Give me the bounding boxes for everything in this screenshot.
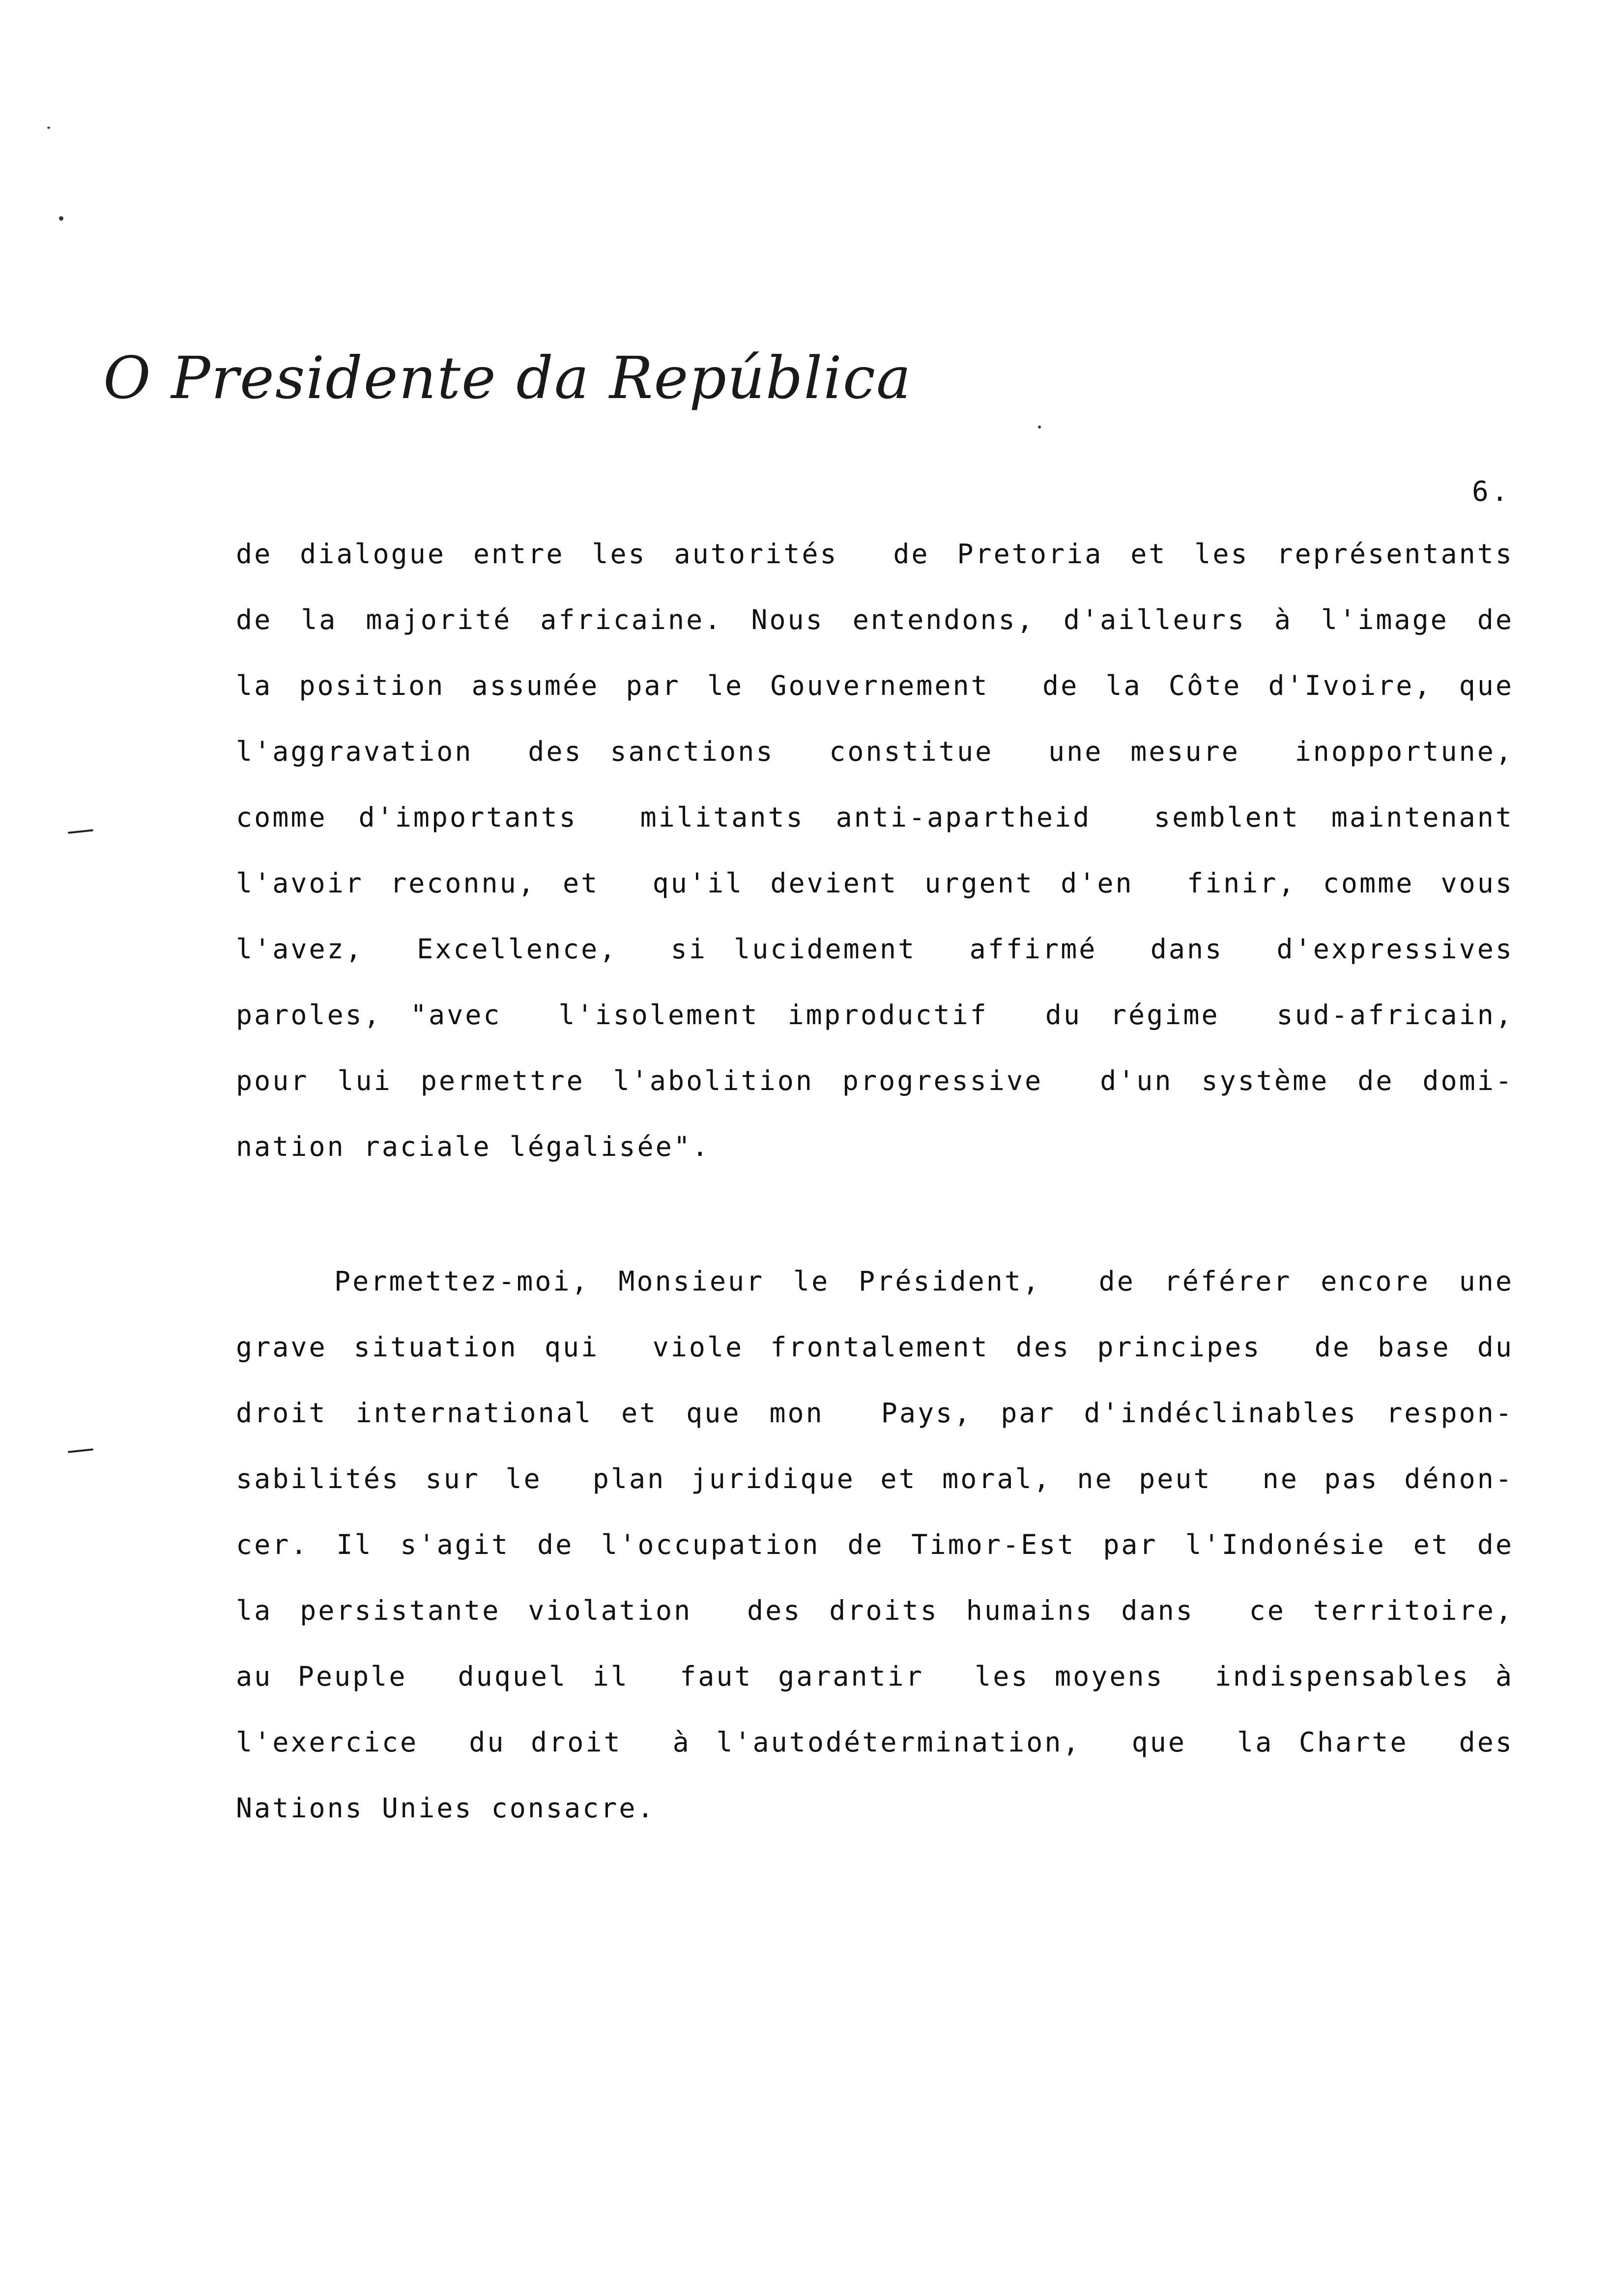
page-number: 6. — [1472, 476, 1511, 508]
scan-speck — [47, 127, 50, 129]
text-line: pour lui permettre l'abolition progressive d'un système de domi- — [236, 1065, 1514, 1096]
text-line: Permettez-moi, Monsieur le Président, de référer encore une — [334, 1265, 1514, 1297]
text-line: droit international et que mon Pays, par d'indéclinables respon- — [236, 1397, 1514, 1429]
text-line: comme d'importants militants anti-apartheid semblent maintenant — [236, 802, 1514, 833]
text-line: nation raciale légalisée". — [236, 1131, 710, 1162]
paragraph-2 — [236, 1248, 1514, 1841]
letterhead: O Presidente da República — [103, 344, 912, 412]
margin-mark — [68, 829, 93, 833]
text-line: l'aggravation des sanctions constitue une mesure inopportune, — [236, 736, 1514, 767]
text-line: grave situation qui viole frontalement des principes de base du — [236, 1331, 1514, 1363]
text-line: l'exercice du droit à l'autodétermination, que la Charte des — [236, 1726, 1514, 1758]
scan-speck — [59, 216, 63, 221]
text-line: la persistante violation des droits humains dans ce territoire, — [236, 1595, 1514, 1626]
text-line: au Peuple duquel il faut garantir les moyens indispensables à — [236, 1661, 1514, 1692]
text-line: Nations Unies consacre. — [236, 1792, 656, 1824]
scan-speck — [1038, 426, 1041, 429]
text-line: l'avoir reconnu, et qu'il devient urgent d'en finir, comme vous — [236, 867, 1514, 899]
text-line: paroles, "avec l'isolement improductif du régime sud-africain, — [236, 999, 1514, 1031]
paragraph-1 — [236, 521, 1514, 1179]
text-line: cer. Il s'agit de l'occupation de Timor-Est par l'Indonésie et de — [236, 1529, 1514, 1560]
margin-mark — [68, 1448, 93, 1453]
text-line: de dialogue entre les autorités de Pretoria et les représentants — [236, 538, 1514, 570]
text-line: sabilités sur le plan juridique et moral, ne peut ne pas dénon- — [236, 1463, 1514, 1494]
text-line: de la majorité africaine. Nous entendons, d'ailleurs à l'image de — [236, 604, 1514, 635]
text-line: la position assumée par le Gouvernement de la Côte d'Ivoire, que — [236, 670, 1514, 701]
text-line: l'avez, Excellence, si lucidement affirmé dans d'expressives — [236, 933, 1514, 965]
